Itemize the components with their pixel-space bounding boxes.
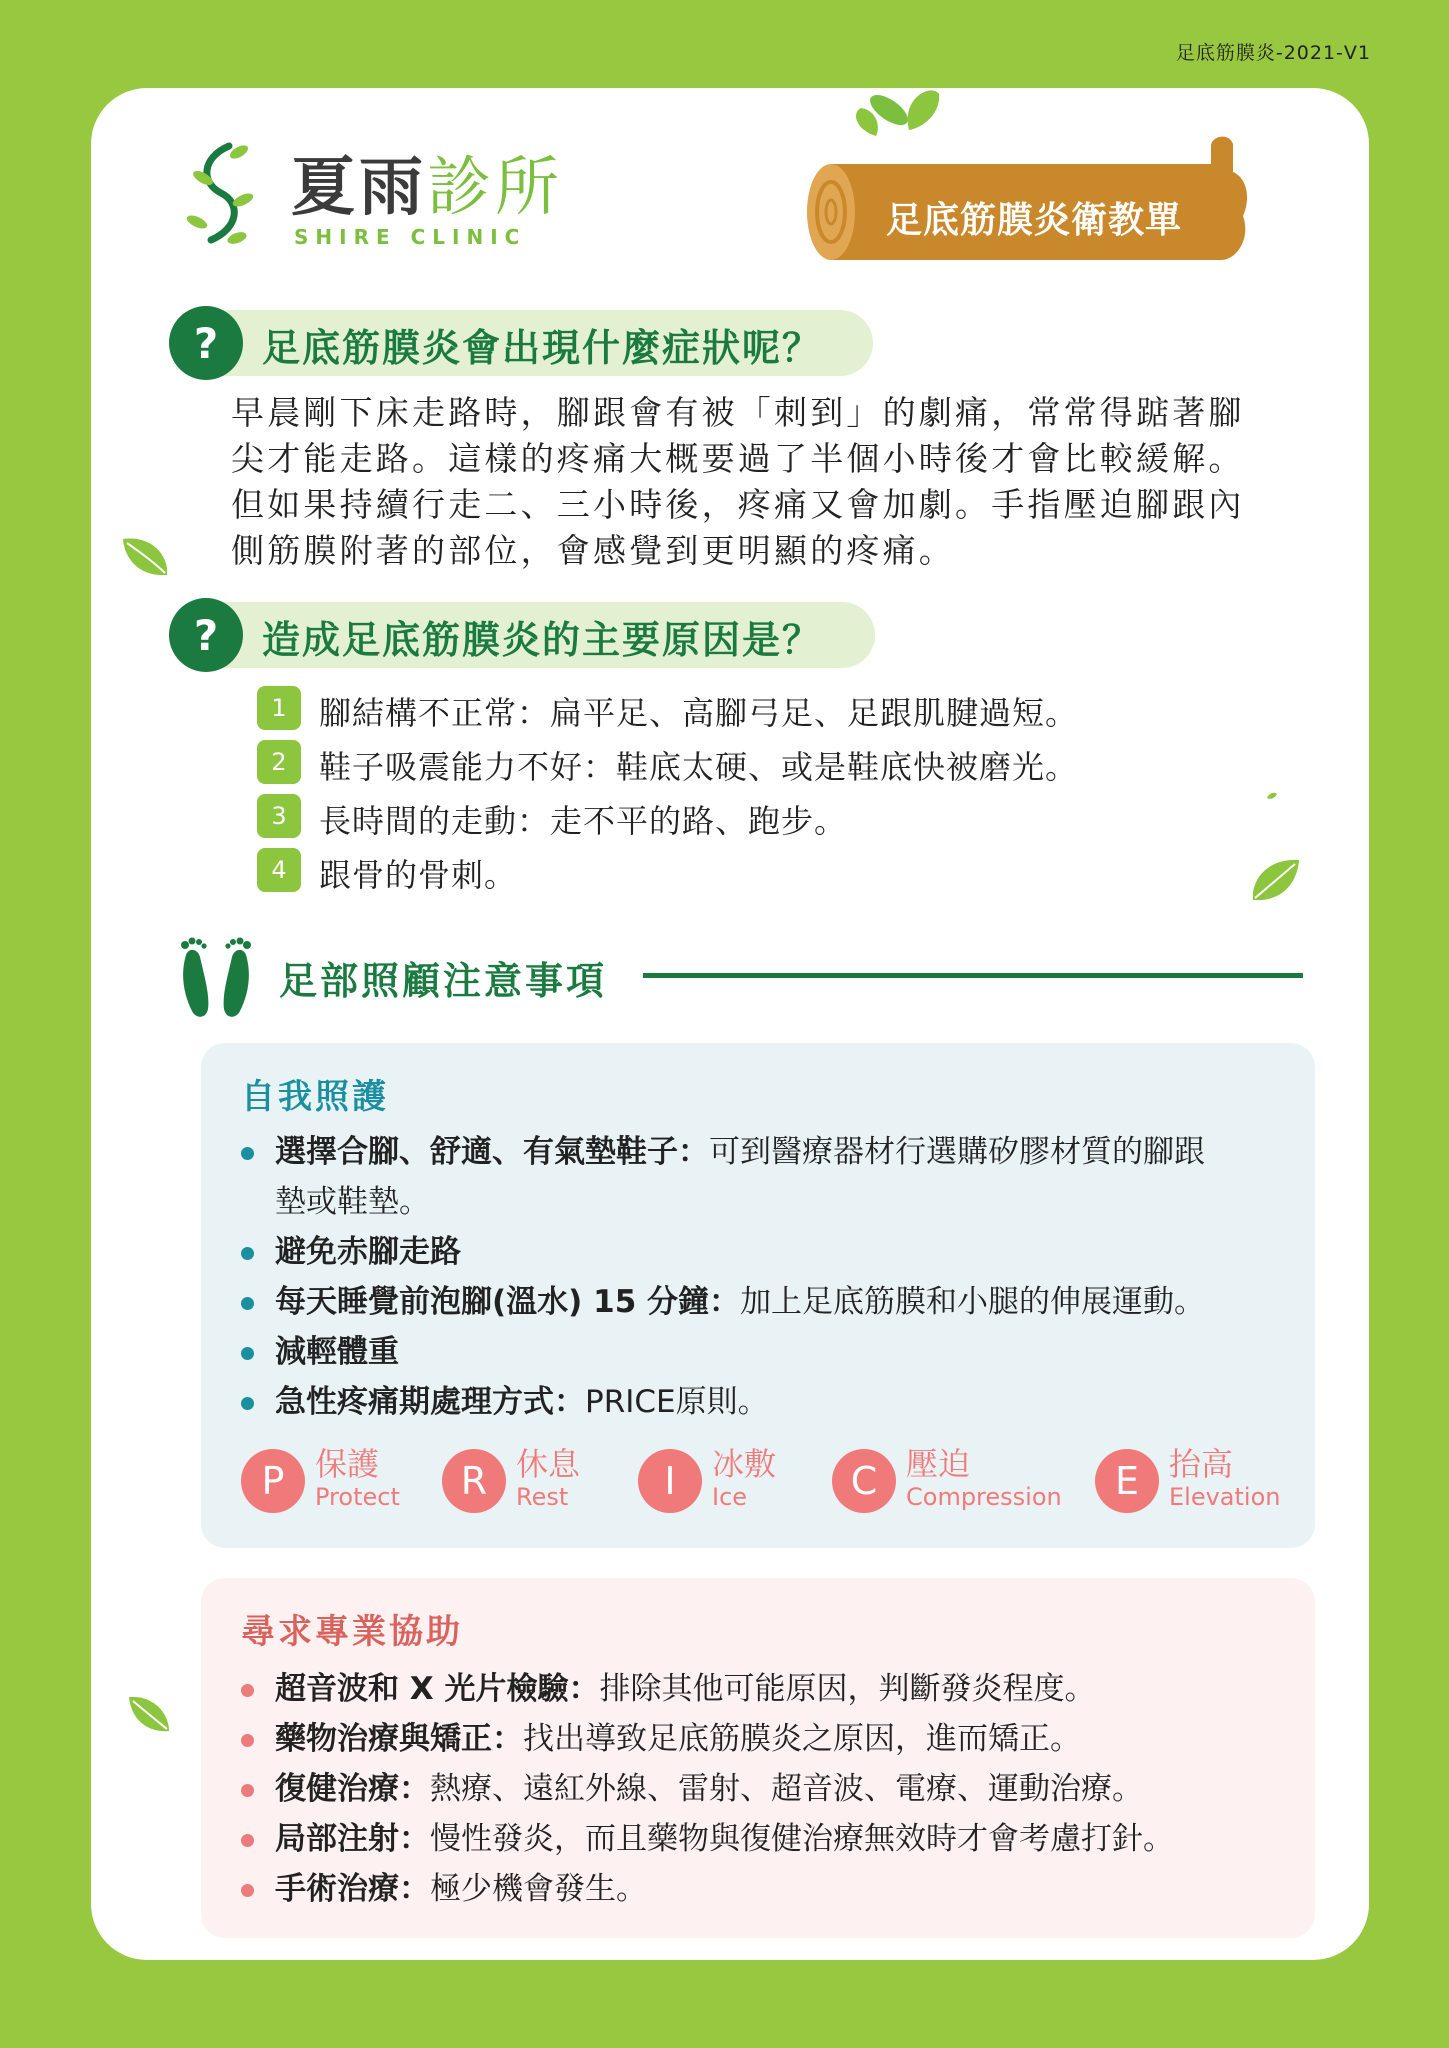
item-bold-text: 復健治療： xyxy=(275,1771,430,1807)
bullet-dot xyxy=(241,1297,254,1310)
section-title: 足部照顧注意事項 xyxy=(279,959,608,1003)
price-letter-badge: R xyxy=(442,1449,506,1513)
clinic-logo-icon xyxy=(181,138,261,248)
professional-help-item xyxy=(241,1714,1174,1764)
item-bold-text: 藥物治療與矯正： xyxy=(275,1721,523,1757)
item-text: 找出導致足底筋膜炎之原因，進而矯正。 xyxy=(523,1721,1081,1757)
paragraph-line: 早晨剛下床走路時，腳跟會有被「刺到」的劇痛，常常得踮著腳 xyxy=(231,393,1245,432)
price-chinese-label: 壓迫 xyxy=(906,1445,971,1483)
item-bold-text: 局部注射： xyxy=(275,1821,430,1857)
item-text: 排除其他可能原因，判斷發炎程度。 xyxy=(599,1671,1096,1707)
clinic-name-part1: 夏雨 xyxy=(291,151,427,225)
self-care-title: 自我照護 xyxy=(241,1077,389,1117)
item-bold-text: 超音波和 X 光片檢驗： xyxy=(275,1671,600,1707)
bullet-dot xyxy=(241,1147,254,1160)
price-english-label: Elevation xyxy=(1169,1483,1281,1511)
price-chinese-label: 冰敷 xyxy=(712,1445,777,1483)
log-banner-icon xyxy=(781,88,1261,278)
item-bold-text: 選擇合腳、舒適、有氣墊鞋子： xyxy=(275,1134,709,1170)
price-chinese-label: 保護 xyxy=(315,1445,380,1483)
professional-help-item xyxy=(241,1864,1174,1914)
professional-help-box xyxy=(201,1578,1315,1938)
cause-number: 2 xyxy=(257,740,301,784)
self-care-box xyxy=(201,1043,1315,1548)
price-english-label: Compression xyxy=(906,1483,1062,1511)
self-care-item xyxy=(241,1377,1205,1427)
leaf-icon xyxy=(127,1695,171,1735)
bullet-dot xyxy=(241,1834,254,1847)
price-letter-badge: E xyxy=(1095,1449,1159,1513)
professional-help-item xyxy=(241,1814,1174,1864)
self-care-item xyxy=(241,1127,1205,1227)
paragraph-line: 側筋膜附著的部位，會感覺到更明顯的疼痛。 xyxy=(231,531,955,570)
self-care-item xyxy=(241,1327,1205,1377)
cause-text: 長時間的走動：走不平的路、跑步。 xyxy=(319,802,848,840)
paragraph-line: 但如果持續行走二、三小時後，疼痛又會加劇。手指壓迫腳跟內 xyxy=(231,485,1245,524)
cause-number: 3 xyxy=(257,794,301,838)
price-letter-badge: P xyxy=(241,1449,305,1513)
paragraph-line: 尖才能走路。這樣的疼痛大概要過了半個小時後才會比較緩解。 xyxy=(231,439,1245,478)
item-text: 熱療、遠紅外線、雷射、超音波、電療、運動治療。 xyxy=(430,1771,1143,1807)
item-bold-text: 手術治療： xyxy=(275,1871,430,1907)
item-text: 極少機會發生。 xyxy=(430,1871,647,1907)
bullet-dot xyxy=(241,1784,254,1797)
self-care-list xyxy=(241,1127,1205,1427)
price-chinese-label: 抬高 xyxy=(1169,1445,1234,1483)
item-bold-text: 急性疼痛期處理方式： xyxy=(275,1384,585,1420)
cause-number: 4 xyxy=(257,848,301,892)
leaflet-card xyxy=(91,88,1369,1960)
banner-title: 足底筋膜炎衛教單 xyxy=(886,200,1183,241)
item-bold-text: 減輕體重 xyxy=(275,1334,399,1370)
price-english-label: Rest xyxy=(516,1483,569,1511)
professional-help-list xyxy=(241,1664,1174,1914)
bullet-dot xyxy=(241,1734,254,1747)
question-mark-icon: ? xyxy=(169,598,243,672)
leaf-icon xyxy=(1249,858,1301,904)
price-english-label: Protect xyxy=(315,1483,400,1511)
item-bold-text: 避免赤腳走路 xyxy=(275,1234,461,1270)
clinic-name xyxy=(291,136,563,228)
cause-text: 腳結構不正常：扁平足、高腳弓足、足跟肌腱過短。 xyxy=(319,694,1079,732)
price-letter-badge: C xyxy=(832,1449,896,1513)
clinic-name-part2: 診所 xyxy=(427,151,563,225)
self-care-item xyxy=(241,1227,1205,1277)
professional-help-title: 尋求專業協助 xyxy=(241,1612,463,1652)
professional-help-item xyxy=(241,1764,1174,1814)
section-divider xyxy=(643,973,1303,978)
bullet-dot xyxy=(241,1397,254,1410)
price-english-label: Ice xyxy=(712,1483,748,1511)
clinic-english-name: SHIRE CLINIC xyxy=(294,225,527,249)
item-text: 加上足底筋膜和小腿的伸展運動。 xyxy=(740,1284,1206,1320)
bullet-dot xyxy=(241,1884,254,1897)
price-chinese-label: 休息 xyxy=(516,1445,581,1483)
leaf-icon xyxy=(121,535,171,579)
self-care-item xyxy=(241,1277,1205,1327)
cause-text: 鞋子吸震能力不好：鞋底太硬、或是鞋底快被磨光。 xyxy=(319,748,1079,786)
bullet-dot xyxy=(241,1247,254,1260)
price-letter-badge: I xyxy=(638,1449,702,1513)
item-text: PRICE原則。 xyxy=(585,1384,769,1420)
item-text-continued: 墊或鞋墊。 xyxy=(275,1184,430,1220)
question-title: 造成足底筋膜炎的主要原因是？ xyxy=(262,618,823,662)
symptoms-paragraph xyxy=(231,390,1301,574)
question-mark-icon: ? xyxy=(169,306,243,380)
version-label: 足底筋膜炎-2021-V1 xyxy=(1175,42,1371,64)
item-text: 可到醫療器材行選購矽膠材質的腳跟 xyxy=(709,1134,1205,1170)
bullet-dot xyxy=(241,1347,254,1360)
question-title: 足底筋膜炎會出現什麼症狀呢？ xyxy=(262,326,823,370)
cause-number: 1 xyxy=(257,686,301,730)
leaf-icon xyxy=(1267,792,1277,800)
item-text: 慢性發炎，而且藥物與復健治療無效時才會考慮打針。 xyxy=(430,1821,1174,1857)
item-bold-text: 每天睡覺前泡腳(溫水) 15 分鐘： xyxy=(275,1284,741,1320)
cause-text: 跟骨的骨刺。 xyxy=(319,856,518,894)
footprints-icon xyxy=(176,935,256,1021)
bullet-dot xyxy=(241,1684,254,1697)
professional-help-item xyxy=(241,1664,1174,1714)
